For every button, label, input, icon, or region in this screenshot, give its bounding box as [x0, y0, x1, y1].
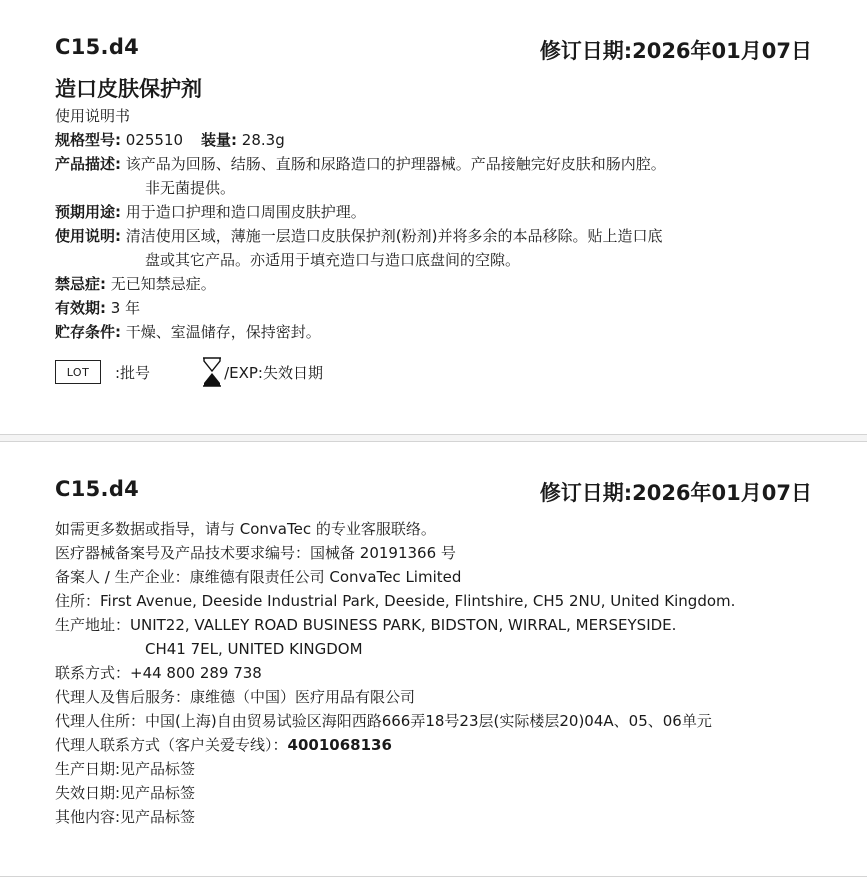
- hotline-label: 代理人联系方式（客户关爱专线）：: [55, 736, 288, 754]
- hotline-line: [55, 733, 847, 757]
- storage-label: 贮存条件:: [55, 323, 121, 341]
- document-code: C15.d4: [55, 35, 140, 59]
- manufacturer-details: [55, 517, 847, 829]
- hotline-number: 4001068136: [287, 736, 392, 754]
- document-code: C15.d4: [55, 477, 140, 501]
- desc-text-2: 非无菌提供。: [145, 179, 236, 197]
- agent-address-line: 代理人住所：中国(上海)自由贸易试验区海阳西路666弄18号23层(实际楼层20)04A、05、06单元: [55, 712, 712, 730]
- subtitle: 使用说明书: [55, 107, 131, 125]
- use-value: 用于造口护理和造口周围皮肤护理。: [121, 203, 366, 221]
- mfg-address-line-1: 生产地址：UNIT22, VALLEY ROAD BUSINESS PARK, BIDSTON, WIRRAL, MERSEYSIDE.: [55, 616, 677, 634]
- spec-label: 规格型号:: [55, 131, 121, 149]
- production-date-line: 生产日期:见产品标签: [55, 760, 196, 778]
- instr-text-1: 清洁使用区域，薄施一层造口皮肤保护剂(粉剂)并将多余的本品移除。贴上造口底: [121, 227, 663, 245]
- registrant-line: 备案人 / 生产企业：康维德有限责任公司 ConvaTec Limited: [55, 568, 462, 586]
- info-line: 如需更多数据或指导，请与 ConvaTec 的专业客服联络。: [55, 520, 436, 538]
- registration-line: 医疗器械备案号及产品技术要求编号：国械备 20191366 号: [55, 544, 456, 562]
- spec-line: [55, 128, 847, 152]
- mfg-address-line-2: CH41 7EL, UNITED KINGDOM: [145, 640, 363, 658]
- qty-label: 装量:: [201, 131, 238, 149]
- product-details: [55, 104, 847, 344]
- desc-label: 产品描述:: [55, 155, 121, 173]
- lot-text: :批号: [115, 363, 151, 382]
- contact-line: 联系方式：+44 800 289 738: [55, 664, 262, 682]
- revision-date: 修订日期:2026年01月07日: [539, 481, 812, 505]
- contra-label: 禁忌症:: [55, 275, 106, 293]
- qty-value: 28.3g: [237, 131, 285, 149]
- storage-line: [55, 320, 847, 344]
- exp-text: /EXP:失效日期: [224, 363, 323, 382]
- desc-line: [55, 152, 847, 176]
- contra-line: [55, 272, 847, 296]
- storage-value: 干燥、室温储存，保持密封。: [121, 323, 321, 341]
- use-line: [55, 200, 847, 224]
- expiry-label: 有效期:: [55, 299, 106, 317]
- instr-label: 使用说明:: [55, 227, 121, 245]
- product-title: 造口皮肤保护剂: [55, 77, 202, 101]
- address-line: 住所：First Avenue, Deeside Industrial Park, Deeside, Flintshire, CH5 2NU, United Kingdom.: [55, 592, 736, 610]
- contra-value: 无已知禁忌症。: [106, 275, 216, 293]
- agent-line: 代理人及售后服务：康维德（中国）医疗用品有限公司: [55, 688, 416, 706]
- desc-text-1: 该产品为回肠、结肠、直肠和尿路造口的护理器械。产品接触完好皮肤和肠内腔。: [121, 155, 666, 173]
- use-label: 预期用途:: [55, 203, 121, 221]
- manufacturer-label: [0, 441, 867, 877]
- hourglass-icon: [202, 357, 222, 387]
- lot-symbol: LOT: [55, 360, 101, 384]
- instructions-label: [0, 0, 867, 435]
- spec-value: 025510: [121, 131, 184, 149]
- instr-text-2: 盘或其它产品。亦适用于填充造口与造口底盘间的空隙。: [145, 251, 521, 269]
- symbol-legend: [55, 357, 323, 387]
- instr-line: [55, 224, 847, 248]
- revision-date: 修订日期:2026年01月07日: [539, 39, 812, 63]
- other-line: 其他内容:见产品标签: [55, 808, 196, 826]
- expiry-line: [55, 296, 847, 320]
- expiry-value: 3 年: [106, 299, 141, 317]
- expiry-date-line: 失效日期:见产品标签: [55, 784, 196, 802]
